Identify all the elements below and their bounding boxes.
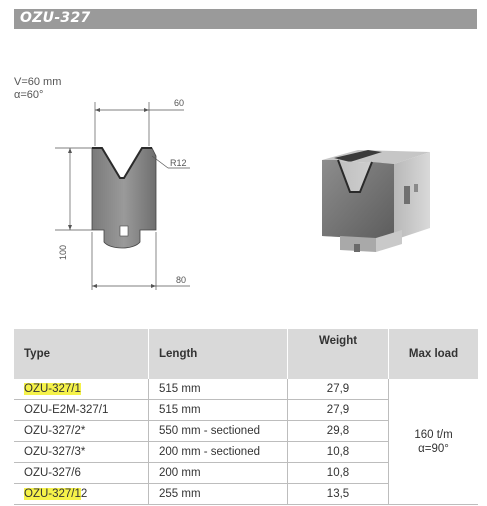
weight-cell: 13,5: [288, 484, 389, 505]
die-technical-drawing: [40, 90, 210, 300]
type-cell: OZU-E2M-327/1: [14, 400, 149, 421]
header-length: Length: [149, 329, 288, 379]
die-product-image: [310, 140, 435, 265]
dim-radius-label: R12: [170, 158, 187, 168]
weight-cell: 10,8: [288, 463, 389, 484]
length-cell: 200 mm: [149, 463, 288, 484]
max-load-angle: α=90°: [418, 442, 449, 455]
title-bar: [14, 9, 477, 29]
type-cell: OZU-327/6: [14, 463, 149, 484]
weight-cell: 29,8: [288, 421, 389, 442]
weight-cell: 27,9: [288, 379, 389, 400]
type-cell: OZU-327/3*: [14, 442, 149, 463]
v-opening-spec: V=60 mm: [14, 76, 62, 88]
table-row: [14, 379, 478, 400]
type-cell: OZU-327/12: [14, 484, 149, 505]
product-title: OZU-327: [20, 10, 91, 26]
type-cell: [14, 379, 149, 400]
header-max-load: Max load: [389, 329, 479, 379]
dim-top-label: 60: [174, 98, 185, 108]
max-load-value: 160 t/m: [414, 428, 453, 441]
dim-height-label: 100: [58, 244, 68, 260]
length-cell: 515 mm: [149, 379, 288, 400]
dim-bottom-label: 80: [176, 275, 187, 285]
die-spec-table: [14, 329, 478, 505]
header-type: Type: [14, 329, 149, 379]
type-cell: OZU-327/2*: [14, 421, 149, 442]
length-cell: 515 mm: [149, 400, 288, 421]
type-highlight: OZU-327/1: [24, 383, 81, 395]
length-cell: 550 mm - sectioned: [149, 421, 288, 442]
weight-cell: 10,8: [288, 442, 389, 463]
weight-cell: 27,9: [288, 400, 389, 421]
length-cell: 200 mm - sectioned: [149, 442, 288, 463]
header-weight: Weight: [288, 329, 389, 379]
length-cell: 255 mm: [149, 484, 288, 505]
angle-spec: α=60°: [14, 89, 44, 101]
max-load-cell: [389, 379, 479, 505]
